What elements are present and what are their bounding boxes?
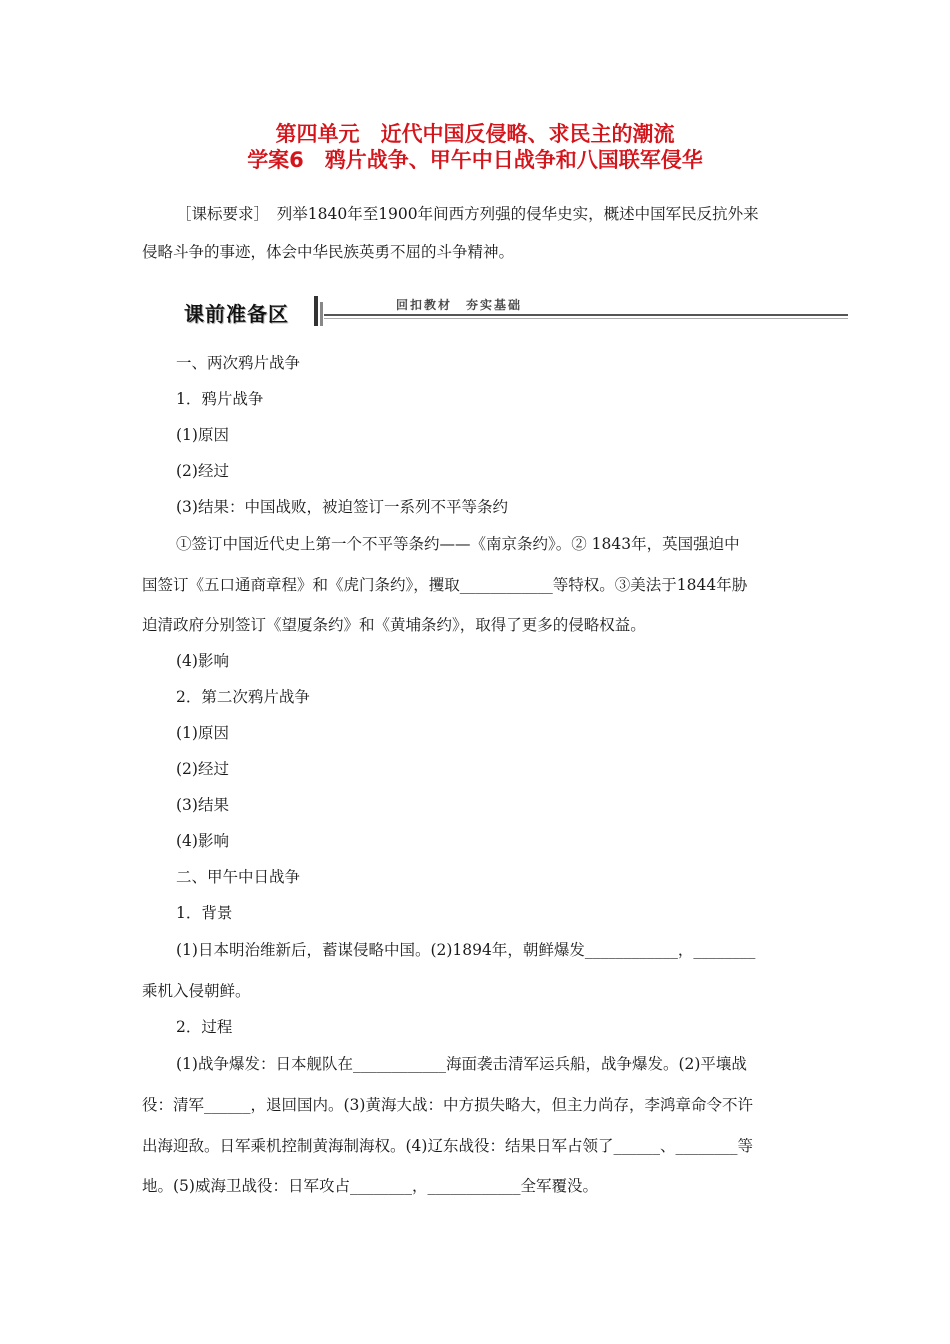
- item-impact: (4)影响: [176, 832, 229, 850]
- paragraph-line: 出海迎敌。日军乘机控制黄海制海权。(4)辽东战役：结果日军占领了______、________等: [142, 1137, 753, 1155]
- paragraph-line: ①签订中国近代史上第一个不平等条约——《南京条约》。② 1843年，英国强迫中: [176, 535, 740, 553]
- section-heading-opium-wars: 一、两次鸦片战争: [176, 354, 301, 372]
- banner-subtitle: 回扣教材 夯实基础: [390, 296, 528, 313]
- paragraph-line: 乘机入侵朝鲜。: [142, 982, 251, 1000]
- section-banner: [174, 294, 848, 330]
- item-process: (2)经过: [176, 760, 229, 778]
- item-cause: (1)原因: [176, 724, 229, 742]
- paragraph-line: 地。(5)威海卫战役：日军攻占________，____________全军覆没。: [142, 1177, 598, 1195]
- curriculum-requirement-line-1: ［课标要求］ 列举1840年至1900年间西方列强的侵华史实，概述中国军民反抗外来: [176, 205, 759, 223]
- banner-rule-thin: [324, 318, 848, 319]
- item-process: (2)经过: [176, 462, 229, 480]
- curriculum-requirement-line-2: 侵略斗争的事迹，体会中华民族英勇不屈的斗争精神。: [142, 243, 515, 261]
- subheading-opium-war: 1．鸦片战争: [176, 390, 264, 408]
- banner-label: 课前准备区: [184, 302, 289, 326]
- paragraph-line: 迫清政府分别签订《望厦条约》和《黄埔条约》，取得了更多的侵略权益。: [142, 616, 646, 634]
- lesson-title: 学案6 鸦片战争、甲午中日战争和八国联军侵华: [247, 148, 703, 172]
- item-cause: (1)原因: [176, 426, 229, 444]
- item-result: (3)结果: [176, 796, 229, 814]
- item-impact: (4)影响: [176, 652, 229, 670]
- paragraph-line: (1)战争爆发：日本舰队在____________海面袭击清军运兵船，战争爆发。(2)平壤战: [176, 1055, 747, 1073]
- banner-bar-secondary: [320, 302, 323, 326]
- unit-title: 第四单元 近代中国反侵略、求民主的潮流: [275, 122, 675, 146]
- banner-rule: [324, 314, 848, 316]
- item-result: (3)结果：中国战败，被迫签订一系列不平等条约: [176, 498, 508, 516]
- paragraph-line: (1)日本明治维新后，蓄谋侵略中国。(2)1894年，朝鲜爆发____________，________: [176, 941, 756, 959]
- subheading-background: 1．背景: [176, 904, 233, 922]
- banner-label-box: [174, 294, 312, 328]
- paragraph-line: 国签订《五口通商章程》和《虎门条约》，攫取____________等特权。③美法于1844年胁: [142, 576, 748, 594]
- paragraph-line: 役：清军______，退回国内。(3)黄海大战：中方损失略大，但主力尚存，李鸿章命令不许: [142, 1096, 753, 1114]
- subheading-second-opium-war: 2．第二次鸦片战争: [176, 688, 310, 706]
- subheading-process: 2．过程: [176, 1018, 233, 1036]
- section-heading-sino-japanese-war: 二、甲午中日战争: [176, 868, 301, 886]
- banner-bar: [314, 296, 318, 326]
